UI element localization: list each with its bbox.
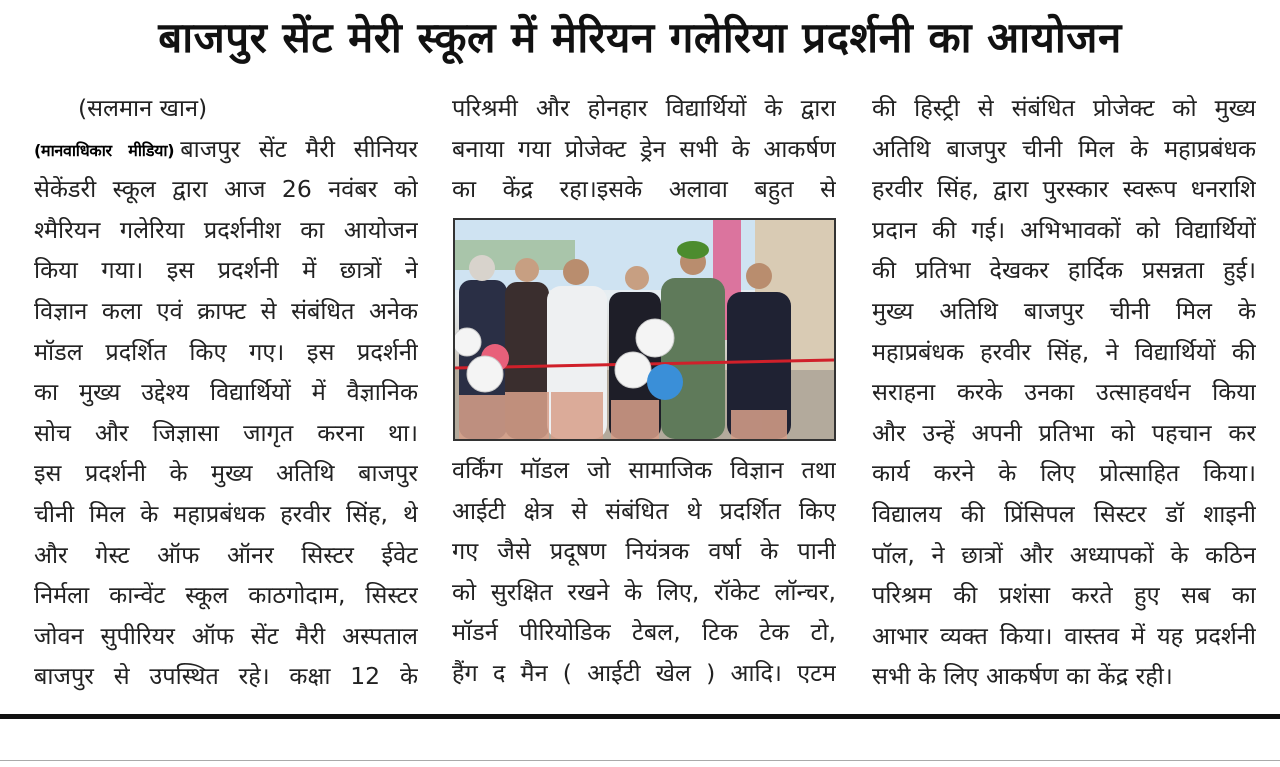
column-line: विज्ञान कला एवं क्राफ्ट से संबंधित अनेक xyxy=(34,296,418,325)
bottom-divider xyxy=(0,760,1280,761)
column-line: किया गया। इस प्रदर्शनी में छात्रों ने xyxy=(34,256,418,285)
column-line: वर्किंग मॉडल जो सामाजिक विज्ञान तथा xyxy=(452,456,836,484)
column-line: आभार व्यक्त किया। वास्तव में यह प्रदर्शनी xyxy=(872,621,1256,650)
headline: बाजपुर सेंट मेरी स्कूल में मेरियन गलेरिया प्रदर्शनी का आयोजन xyxy=(158,13,1122,62)
column-line: प्रदान की गई। अभिभावकों को विद्यार्थियों xyxy=(872,215,1256,244)
column-line xyxy=(34,129,418,170)
column-line: की प्रतिभा देखकर हार्दिक प्रसन्नता हुई। xyxy=(872,256,1256,285)
column-line: इस प्रदर्शनी के मुख्य अतिथि बाजपुर xyxy=(34,459,418,488)
column-line: गए जैसे प्रदूषण नियंत्रक वर्षा के पानी xyxy=(452,537,836,566)
column-line: और गेस्ट ऑफ ऑनर सिस्टर ईवेट xyxy=(34,540,418,569)
column-line: जोवन सुपीरियर ऑफ सेंट मैरी अस्पताल xyxy=(34,621,418,650)
column-line: की हिस्ट्री से संबंधित प्रोजेक्ट को मुख्य xyxy=(872,94,1256,122)
article-column-1 xyxy=(34,88,418,697)
column-line: को सुरक्षित रखने के लिए, रॉकेट लॉन्चर, xyxy=(452,577,836,606)
column-line: हरवीर सिंह, द्वारा पुरस्कार स्वरूप धनराशि xyxy=(872,175,1256,204)
column-line: और उन्हें अपनी प्रतिभा को पहचान कर xyxy=(872,418,1256,447)
column-line: सोच और जिज्ञासा जागृत करना था। xyxy=(34,418,418,447)
column-line: आईटी क्षेत्र से संबंधित थे प्रदर्शित किए xyxy=(452,496,836,525)
column-line: श्मैरियन गलेरिया प्रदर्शनीश का आयोजन xyxy=(34,215,418,244)
column-line: कार्य करने के लिए प्रोत्साहित किया। xyxy=(872,459,1256,488)
column-line: परिश्रम की प्रशंसा करते हुए सब का xyxy=(872,581,1256,610)
column-line: बनाया गया प्रोजेक्ट ड्रेन सभी के आकर्षण xyxy=(452,134,836,163)
column-line: मॉडर्न पीरियोडिक टेबल, टिक टेक टो, xyxy=(452,618,836,647)
ribbon-cutting-photo xyxy=(455,220,834,439)
event-photo xyxy=(453,218,836,441)
column-line: अतिथि बाजपुर चीनी मिल के महाप्रबंधक xyxy=(872,134,1256,163)
column-line-text: बाजपुर सेंट मैरी सीनियर xyxy=(180,134,418,163)
column-line: मॉडल प्रदर्शित किए गए। इस प्रदर्शनी xyxy=(34,337,418,366)
column-line: हैंग द मैन ( आईटी खेल ) आदि। एटम xyxy=(452,658,836,687)
column-line: मुख्य अतिथि बाजपुर चीनी मिल के xyxy=(872,296,1256,325)
page-divider xyxy=(0,714,1280,719)
column-line: महाप्रबंधक हरवीर सिंह, ने विद्यार्थियों की xyxy=(872,337,1256,366)
byline: (सलमान खान) xyxy=(78,94,208,122)
column-line: सराहना करके उनका उत्साहवर्धन किया xyxy=(872,378,1256,407)
column-line: परिश्रमी और होनहार विद्यार्थियों के द्वारा xyxy=(452,94,836,122)
column-line: का केंद्र रहा।इसके अलावा बहुत से xyxy=(452,175,836,204)
column-line: बाजपुर से उपस्थित रहे। कक्षा 12 के xyxy=(34,662,418,691)
column-line: पॉल, ने छात्रों और अध्यापकों के कठिन xyxy=(872,540,1256,569)
article-column-2 xyxy=(452,88,836,210)
column-line: निर्मला कान्वेंट स्कूल काठगोदाम, सिस्टर xyxy=(34,581,418,610)
column-line: विद्यालय की प्रिंसिपल सिस्टर डॉ शाइनी xyxy=(872,499,1256,528)
column-line: सभी के लिए आकर्षण का केंद्र रही। xyxy=(872,662,1173,691)
column-line: का मुख्य उद्देश्य विद्यार्थियों में वैज्ञानिक xyxy=(34,378,418,407)
column-line: चीनी मिल के महाप्रबंधक हरवीर सिंह, थे xyxy=(34,499,418,528)
article-column-3 xyxy=(872,88,1256,697)
article-column-2-continued xyxy=(452,450,836,694)
source-tag: (मानवाधिकार मीडिया) xyxy=(34,140,175,160)
column-line: सेकेंडरी स्कूल द्वारा आज 26 नवंबर को xyxy=(34,175,418,204)
